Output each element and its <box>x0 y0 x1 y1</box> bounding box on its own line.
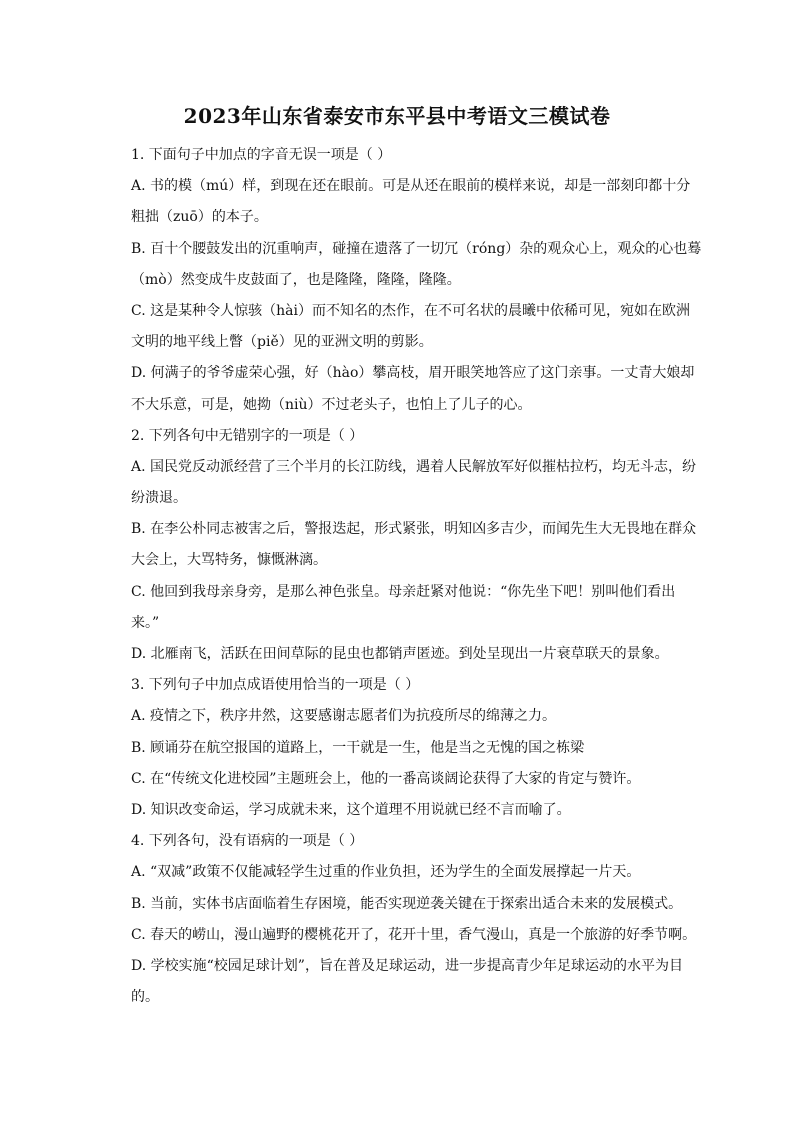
option-text-line: 文明的地平线上瞥（piě）见的亚洲文明的剪影。 <box>131 334 433 351</box>
question-stem: 2. 下列各句中无错别字的一项是（ ） <box>131 427 364 444</box>
option-text-line: D. 学校实施“校园足球计划”，旨在普及足球运动，进一步提高青少年足球运动的水平为目 <box>131 957 683 974</box>
option-B <box>131 733 691 764</box>
question-2 <box>131 421 697 671</box>
option-D <box>131 795 691 826</box>
option-D <box>131 358 695 420</box>
option-B <box>131 514 697 576</box>
question-stem: 3. 下列句子中加点成语使用恰当的一项是（ ） <box>131 677 420 694</box>
option-C <box>131 577 691 639</box>
option-A <box>131 857 691 888</box>
document-title: 2023年山东省泰安市东平县中考语文三模试卷 <box>183 104 611 128</box>
option-text-line: C. 在“传统文化进校园”主题班会上，他的一番高谈阔论获得了大家的肯定与赞许。 <box>131 770 641 787</box>
option-B <box>131 234 702 296</box>
option-text-line: 大会上，大骂特务，慷慨淋漓。 <box>131 552 327 569</box>
option-D <box>131 639 691 670</box>
option-D <box>131 951 691 1013</box>
question-stem: 4. 下列各句，没有语病的一项是（ ） <box>131 833 364 850</box>
option-B <box>131 889 691 920</box>
question-stem: 1. 下面句子中加点的字音无误一项是（ ） <box>131 147 392 163</box>
option-text-line: A. “双减”政策不仅能减轻学生过重的作业负担，还为学生的全面发展撑起一片天。 <box>131 864 641 881</box>
questions-container <box>131 140 702 1013</box>
option-text-line: D. 知识改变命运，学习成就未来，这个道理不用说就已经不言而喻了。 <box>131 801 571 818</box>
option-text-line: 来。” <box>131 614 160 631</box>
question-4 <box>131 826 697 1013</box>
option-text-line: A. 疫情之下，秩序井然，这要感谢志愿者们为抗疫所尽的绵薄之力。 <box>131 708 557 725</box>
option-C <box>131 296 691 358</box>
option-text-line: C. 这是某种令人惊骇（hài）而不知名的杰作，在不可名状的晨曦中依稀可见，宛如在欧洲 <box>131 302 690 319</box>
option-A <box>131 171 691 233</box>
option-text-line: B. 百十个腰鼓发出的沉重响声，碰撞在遗落了一切冗（róng）杂的观众心上，观众的心也蓦 <box>131 240 702 257</box>
option-text-line: 的。 <box>131 989 159 1006</box>
option-text-line: A. 书的模（mú）样，到现在还在眼前。可是从还在眼前的模样来说，却是一部刻印都十分 <box>131 178 691 195</box>
question-3 <box>131 670 691 826</box>
option-text-line: D. 北雁南飞，活跃在田间草际的昆虫也都销声匿迹。到处呈现出一片衰草联天的景象。 <box>131 646 669 662</box>
option-C <box>131 920 697 951</box>
option-A <box>131 452 697 514</box>
question-1 <box>131 140 702 421</box>
option-text-line: B. 顾诵芬在航空报国的道路上，一干就是一生，他是当之无愧的国之栋梁 <box>131 739 585 756</box>
option-C <box>131 764 691 795</box>
option-A <box>131 701 691 732</box>
option-text-line: B. 在李公朴同志被害之后，警报迭起，形式紧张，明知凶多吉少，而闻先生大无畏地在群众 <box>131 521 697 538</box>
option-text-line: 纷溃退。 <box>131 490 187 507</box>
option-text-line: B. 当前，实体书店面临着生存困境，能否实现逆袭关键在于探索出适合未来的发展模式。 <box>131 895 683 912</box>
option-text-line: C. 他回到我母亲身旁，是那么神色张皇。母亲赶紧对他说：“你先坐下吧！别叫他们看出 <box>131 583 676 600</box>
option-text-line: （mò）然变成牛皮鼓面了，也是隆隆，隆隆，隆隆。 <box>131 271 461 288</box>
option-text-line: C. 春天的崂山，漫山遍野的樱桃花开了，花开十里，香气漫山，真是一个旅游的好季节啊。 <box>131 926 697 943</box>
option-text-line: A. 国民党反动派经营了三个半月的长江防线，遇着人民解放军好似摧枯拉朽，均无斗志，纷 <box>131 458 697 475</box>
option-text-line: 不大乐意，可是，她拗（niù）不过老头子，也怕上了儿子的心。 <box>131 396 532 413</box>
option-text-line: 粗拙（zuō）的本子。 <box>131 209 268 226</box>
option-text-line: D. 何满子的爷爷虚荣心强，好（hào）攀高枝，眉开眼笑地答应了这门亲事。一丈青大娘却 <box>131 365 695 382</box>
